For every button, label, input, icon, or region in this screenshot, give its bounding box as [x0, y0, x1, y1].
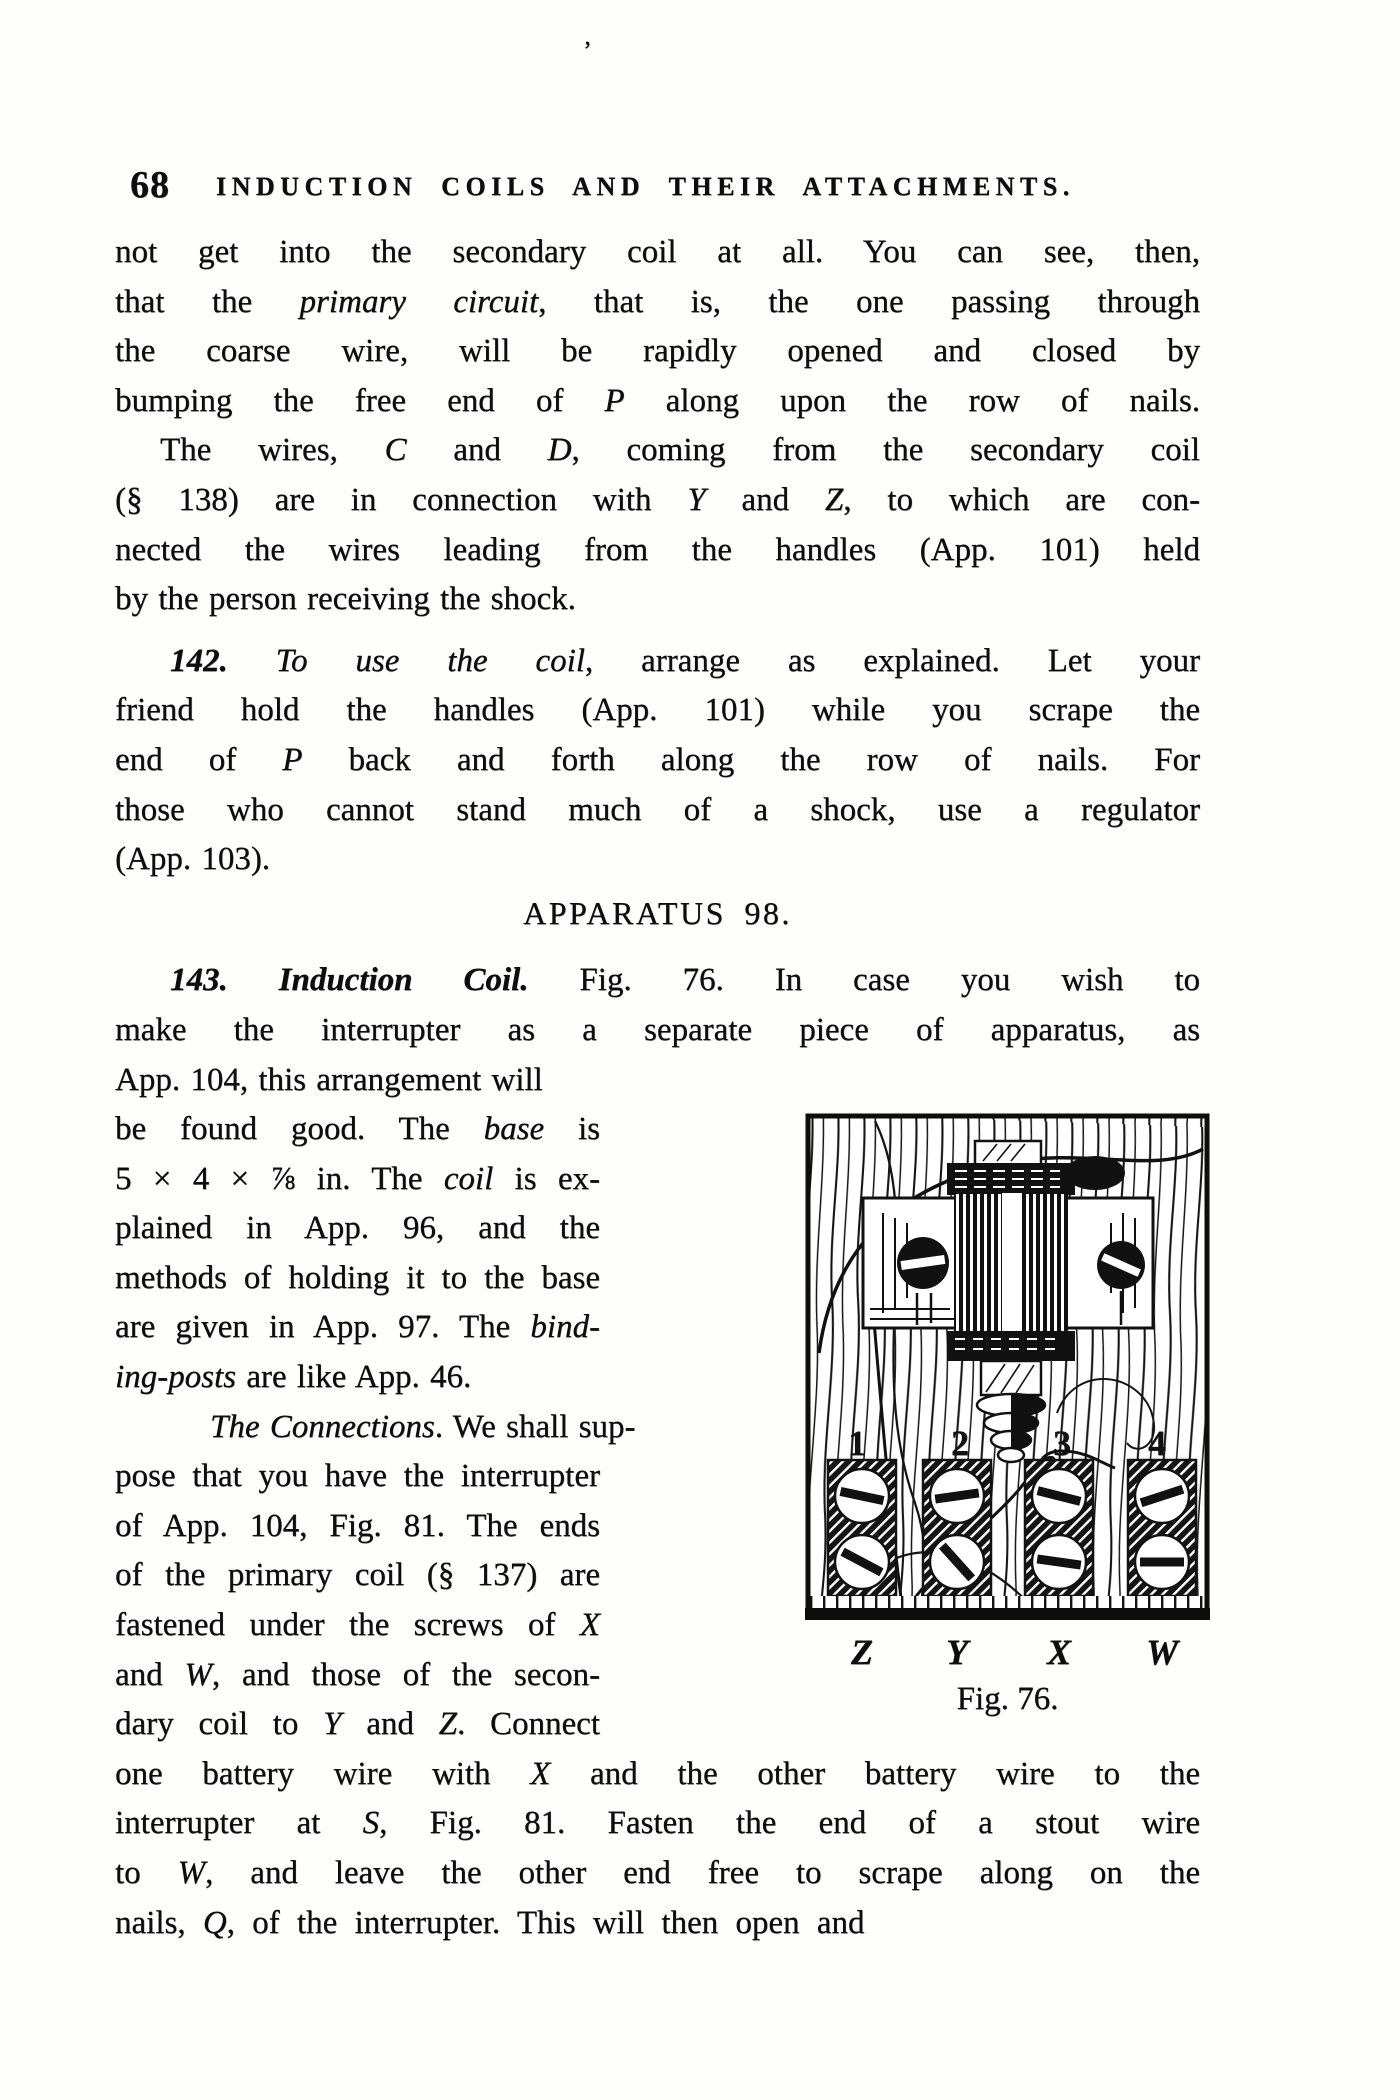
text-line — [115, 426, 1200, 476]
italic-text-segment: S — [362, 1805, 380, 1842]
text-segment: bumping the free end of — [115, 382, 605, 419]
post-label-w: W — [1145, 1632, 1179, 1672]
text-segment: plained in App. 96, and the — [115, 1210, 600, 1247]
text-line — [115, 278, 1200, 328]
text-line — [115, 736, 1200, 786]
text-segment: (App. 103). — [115, 841, 271, 878]
text-line — [115, 1254, 600, 1304]
text-segment: are given in App. 97. The — [115, 1309, 531, 1346]
text-line — [115, 786, 1200, 836]
scan-speck: ’ — [583, 36, 592, 65]
text-segment: are like App. 46. — [236, 1359, 472, 1396]
binding-post-3 — [1025, 1460, 1093, 1596]
text-segment: Fig. 76. In case you wish to — [528, 962, 1201, 999]
text-segment: end of — [115, 741, 283, 778]
text-segment: is ex- — [493, 1160, 600, 1197]
italic-text-segment: 142. — [170, 642, 228, 679]
text-segment: and — [705, 481, 825, 518]
text-segment: friend hold the handles (App. 101) while you scrape the — [115, 692, 1200, 729]
post-labels-row — [805, 1633, 1210, 1681]
text-segment: interrupter at — [115, 1805, 363, 1842]
italic-text-segment: W — [184, 1656, 212, 1693]
italic-text-segment: The Connections — [210, 1408, 435, 1445]
text-segment: (§ 138) are in connection with — [115, 481, 688, 518]
text-line — [115, 1452, 600, 1502]
italic-text-segment: X — [530, 1755, 551, 1792]
italic-text-segment: W — [177, 1855, 206, 1891]
text-segment: , and those of the secon- — [211, 1656, 600, 1693]
post-number-4: 4 — [1148, 1423, 1166, 1463]
post-label-x: X — [1046, 1632, 1072, 1672]
text-segment: back and forth along the row of nails. For — [302, 741, 1201, 778]
text-segment: , of the interrupter. This will then open and — [226, 1904, 865, 1941]
text-segment: and — [406, 432, 548, 469]
text-segment: , and leave the other end free to scrape along on the — [205, 1855, 1200, 1891]
text-line — [115, 1601, 600, 1651]
text-line — [115, 637, 1200, 687]
italic-text-segment: ing-posts — [115, 1359, 237, 1396]
text-segment: of the primary coil (§ 137) are — [115, 1557, 600, 1594]
post-number-3: 3 — [1053, 1423, 1071, 1463]
text-segment: that the — [115, 283, 300, 320]
text-segment: methods of holding it to the base — [115, 1259, 600, 1296]
text-segment: is — [544, 1111, 600, 1148]
text-line — [115, 228, 1200, 278]
text-segment: , arrange as explained. Let your — [584, 642, 1200, 679]
text-line — [115, 575, 1200, 625]
text-line — [115, 1006, 1200, 1056]
text-segment: , to which are con- — [843, 481, 1200, 518]
text-line — [115, 1303, 600, 1353]
text-line — [115, 377, 1200, 427]
italic-text-segment: C — [384, 432, 407, 469]
italic-text-segment: Q — [202, 1904, 227, 1941]
text-segment: and — [341, 1706, 439, 1743]
text-line — [115, 1849, 1200, 1899]
text-segment: those who cannot stand much of a shock, use a regulator — [115, 791, 1200, 828]
italic-text-segment: P — [282, 741, 303, 778]
text-line — [115, 1105, 600, 1155]
italic-text-segment: Y — [687, 481, 706, 518]
text-line — [115, 1056, 600, 1106]
italic-text-segment: P — [604, 382, 625, 419]
italic-text-segment: primary circuit — [299, 283, 539, 320]
italic-text-segment: 143. Induction Coil. — [170, 962, 529, 999]
text-segment: nails, — [115, 1904, 203, 1941]
text-segment: The wires, — [160, 432, 385, 469]
text-segment: make the interrupter as a separate piece of apparatus, as — [115, 1011, 1200, 1048]
text-line — [115, 1799, 1200, 1849]
text-segment: the coarse wire, will be rapidly opened and closed by — [115, 333, 1200, 370]
text-segment: , that is, the one passing through — [538, 283, 1200, 320]
italic-text-segment: Z — [824, 481, 844, 518]
text-segment: dary coil to — [115, 1706, 324, 1743]
post-number-2: 2 — [951, 1423, 969, 1463]
paragraph-142 — [115, 637, 1200, 885]
binding-post-2 — [923, 1460, 991, 1596]
binding-post-1 — [828, 1460, 896, 1596]
text-line — [115, 1700, 600, 1750]
text-segment: not get into the secondary coil at all. You can see, then, — [115, 234, 1200, 270]
italic-text-segment: To use the coil — [275, 642, 585, 679]
text-line — [115, 1353, 600, 1403]
text-segment: be found good. The — [115, 1111, 484, 1148]
paragraph-1 — [115, 228, 1200, 426]
post-label-y: Y — [946, 1632, 968, 1672]
italic-text-segment: Z — [438, 1706, 457, 1743]
text-segment: one battery wire with — [115, 1755, 531, 1792]
text-segment: , Fig. 81. Fasten the end of a stout wire — [379, 1805, 1201, 1842]
text-segment: . Connect — [457, 1706, 600, 1743]
text-segment: to — [115, 1855, 178, 1891]
page-number: 68 — [130, 164, 170, 206]
text-line — [115, 1204, 600, 1254]
text-segment: 5 × 4 × ⅞ in. The — [115, 1160, 444, 1197]
text-line — [115, 686, 1200, 736]
italic-text-segment: X — [579, 1607, 600, 1644]
apparatus-heading: APPARATUS 98. — [523, 894, 792, 931]
binding-post-4 — [1128, 1460, 1196, 1596]
text-segment: of App. 104, Fig. 81. The ends — [115, 1507, 600, 1544]
text-segment — [228, 643, 276, 679]
figure-caption: Fig. 76. — [956, 1681, 1059, 1717]
text-segment: and — [115, 1656, 185, 1693]
text-line — [115, 1899, 1200, 1949]
italic-text-segment: coil — [443, 1160, 494, 1197]
text-line — [115, 1651, 600, 1701]
text-line — [115, 526, 1200, 576]
text-line — [115, 476, 1200, 526]
italic-text-segment: base — [483, 1111, 545, 1148]
text-segment: . We shall sup- — [434, 1408, 636, 1445]
text-line — [115, 956, 1200, 1006]
text-segment: , coming from the secondary coil — [571, 432, 1200, 469]
text-segment: fastened under the screws of — [115, 1607, 580, 1644]
text-line — [115, 1403, 636, 1453]
text-segment: pose that you have the interrupter — [115, 1458, 600, 1495]
text-segment: by the person receiving the shock. — [115, 581, 576, 618]
paragraph-2 — [115, 426, 1200, 624]
text-line — [115, 835, 1200, 885]
text-line — [115, 1551, 600, 1601]
italic-text-segment: D — [547, 432, 572, 469]
text-segment: App. 104, this arrangement will — [115, 1061, 543, 1098]
text-segment: nected the wires leading from the handles (App. 101) held — [115, 531, 1200, 568]
text-line — [115, 327, 1200, 377]
italic-text-segment: bind- — [530, 1309, 600, 1346]
induction-coil-woodcut — [805, 1113, 1210, 1628]
post-label-z: Z — [851, 1632, 873, 1672]
running-title: INDUCTION COILS AND THEIR ATTACHMENTS. — [216, 172, 1075, 201]
text-line — [115, 1502, 600, 1552]
figure-76 — [805, 1113, 1210, 1718]
italic-text-segment: Y — [323, 1706, 342, 1743]
post-number-1: 1 — [848, 1423, 866, 1463]
text-line — [115, 1155, 600, 1205]
text-segment: along upon the row of nails. — [624, 382, 1200, 419]
text-segment: and the other battery wire to the — [550, 1755, 1200, 1792]
text-line — [115, 1750, 1200, 1800]
